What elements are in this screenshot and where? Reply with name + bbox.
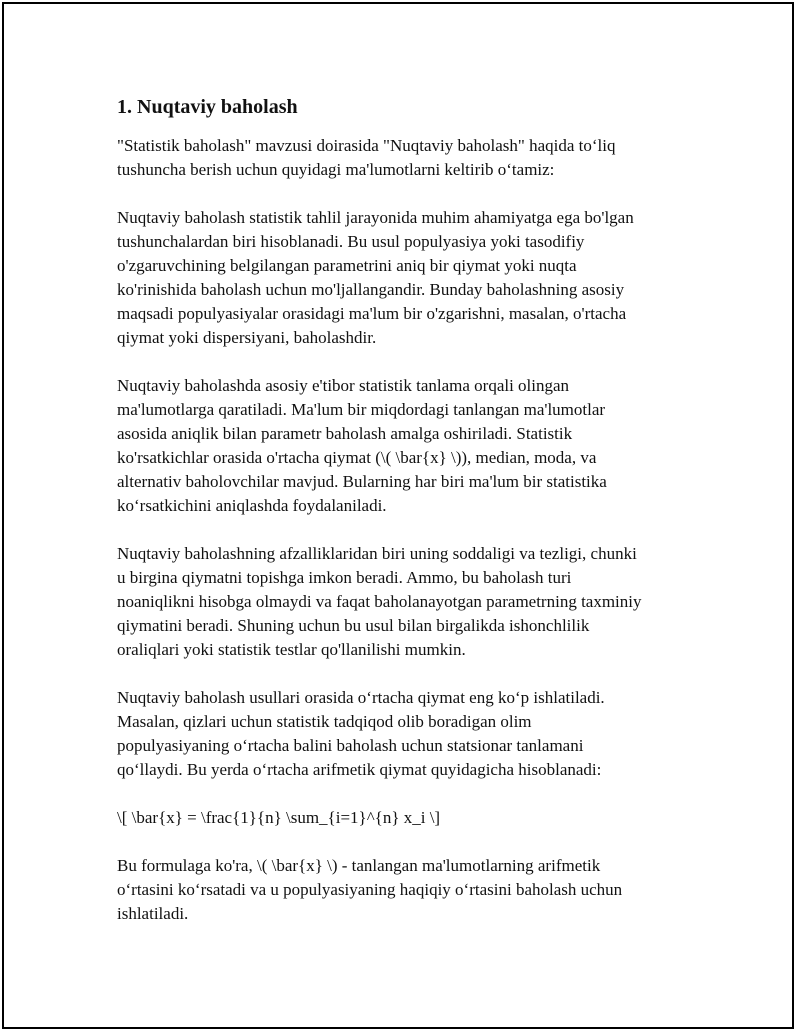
mean-usage-paragraph: Nuqtaviy baholash usullari orasida o‘rtacha qiymat eng ko‘p ishlatiladi. Masalan, qizlari uchun statistik tadqiqod olib boradigan olim populyasiyaning o‘rtacha balini baholash uchun statsionar tanlamani qo‘llaydi. Bu yerda o‘rtacha arifmetik qiymat quyidagicha hisoblanadi: (117, 688, 605, 779)
formula-explanation-paragraph: Bu formulaga ko'ra, \( \bar{x} \) - tanlangan ma'lumotlarning arifmetik o‘rtasini ko‘rsatadi va u populyasiyaning haqiqiy o‘rtasini baholash uchun ishlatiladi. (117, 856, 623, 923)
section-heading: 1. Nuqtaviy baholash (117, 96, 298, 118)
mean-formula: \[ \bar{x} = \frac{1}{n} \sum_{i=1}^{n} x_i \] (117, 808, 441, 827)
advantages-paragraph: Nuqtaviy baholashning afzalliklaridan biri uning soddaligi va tezligi, chunki u birgina qiymatni topishga imkon beradi. Ammo, bu baholash turi noaniqlikni hisobga olmaydi va faqat baholanayotgan parametrning taxminiy qiymatini beradi. Shuning uchun bu usul bilan birgalikda ishonchlilik oraliqlari yoki statistik testlar qo'llanilishi mumkin. (117, 544, 642, 659)
intro-paragraph: "Statistik baholash" mavzusi doirasida "Nuqtaviy baholash" haqida to‘liq tushuncha berish uchun quyidagi ma'lumotlarni keltirib o‘tamiz: (117, 136, 616, 179)
sample-paragraph: Nuqtaviy baholashda asosiy e'tibor statistik tanlama orqali olingan ma'lumotlarga qaratiladi. Ma'lum bir miqdordagi tanlangan ma'lumotlar asosida aniqlik bilan parametr baholash amalga oshiriladi. Statistik ko'rsatkichlar orasida o'rtacha qiymat (\( \bar{x} \)), median, moda, va alternativ baholovchilar mavjud. Bularning har biri ma'lum bir statistika ko‘rsatkichini aniqlashda foydalaniladi. (117, 376, 607, 515)
document-body (117, 94, 692, 950)
definition-paragraph: Nuqtaviy baholash statistik tahlil jarayonida muhim ahamiyatga ega bo'lgan tushunchalardan biri hisoblanadi. Bu usul populyasiya yoki tasodifiy o'zgaruvchining belgilangan parametrini aniq bir qiymat yoki nuqta ko'rinishida baholash uchun mo'ljallangandir. Bunday baholashning asosiy maqsadi populyasiyalar orasidagi ma'lum bir o'zgarishni, masalan, o'rtacha qiymat yoki dispersiyani, baholashdir. (117, 208, 634, 347)
